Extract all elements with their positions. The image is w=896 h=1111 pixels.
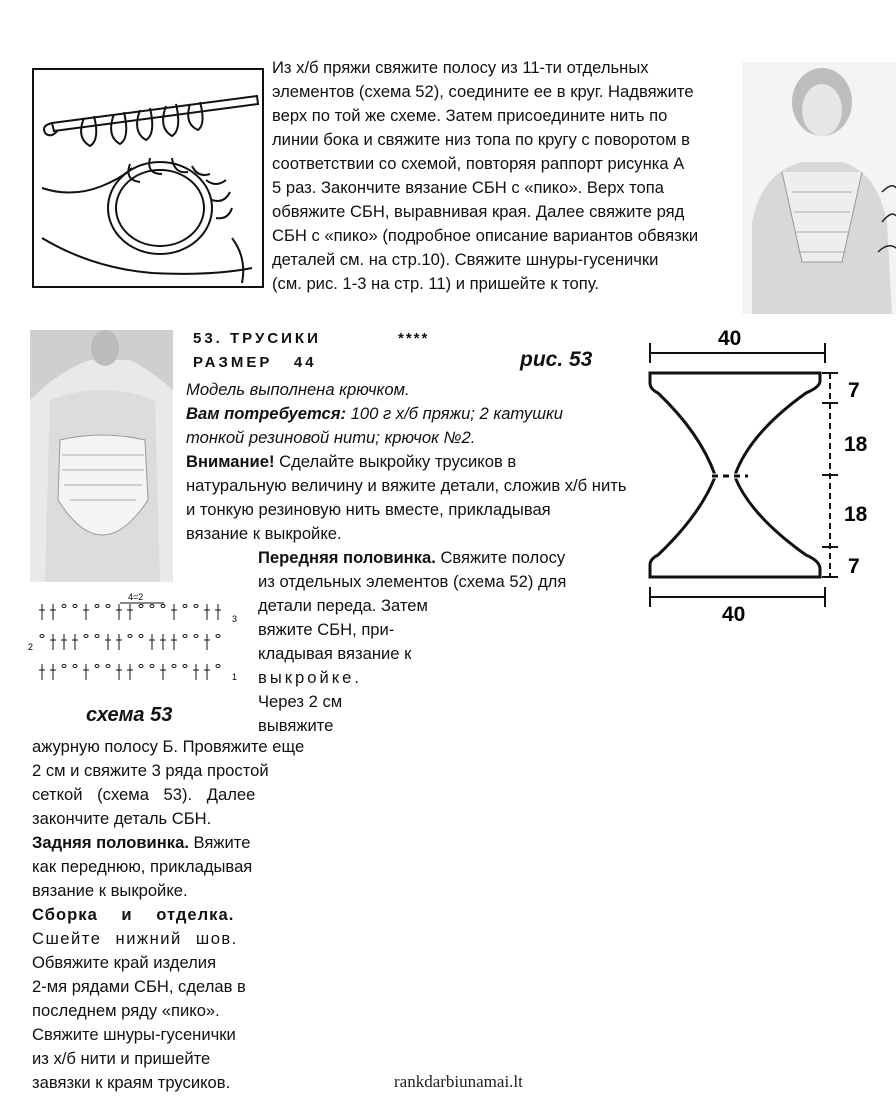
- pattern-diagram: [640, 325, 890, 625]
- front-line: вяжите СБН, при-: [258, 620, 395, 639]
- schema-chain-symbol: [150, 605, 154, 608]
- intro-line: соответствии со схемой, повторяя раппорт рисунка А: [272, 154, 685, 173]
- front-line: из отдельных элементов (схема 52) для: [258, 572, 567, 591]
- front-line: Свяжите полосу: [435, 548, 566, 567]
- intro-paragraph: [272, 56, 732, 296]
- front-half-paragraph: [258, 546, 638, 738]
- schema-chain-symbol: [40, 635, 44, 638]
- height-value: 18: [844, 503, 868, 526]
- schema-chain-symbol: [73, 605, 77, 608]
- panties-model-figure: [30, 330, 173, 582]
- height-value: 7: [848, 379, 860, 402]
- back-line: вязание к выкройке.: [32, 881, 188, 900]
- pattern-shape: [640, 325, 890, 625]
- front-cont-line: сеткой (схема 53). Далее: [32, 785, 256, 804]
- schema-chain-symbol: [95, 665, 99, 668]
- schema-chain-symbol: [216, 635, 220, 638]
- back-line: Вяжите: [188, 833, 251, 852]
- schema-chain-symbol: [128, 635, 132, 638]
- front-cont-line: 2 см и свяжите 3 ряда простой: [32, 761, 269, 780]
- front-line: Через 2 см: [258, 692, 343, 711]
- section-body: [186, 378, 656, 546]
- section-title: 53. ТРУСИКИ: [193, 330, 321, 347]
- top-model-photo: [742, 62, 896, 314]
- materials-line: 100 г х/б пряжи; 2 катушки: [346, 404, 564, 423]
- attention-line: и тонкую резиновую нить вместе, прикладывая: [186, 500, 551, 519]
- schema-row-number: 3: [232, 614, 238, 624]
- site-credit: rankdarbiunamai.lt: [394, 1072, 523, 1091]
- intro-line: СБН с «пико» (подробное описание вариантов обвязки: [272, 226, 699, 245]
- attention-label: Внимание!: [186, 452, 275, 471]
- intro-line: верх по той же схеме. Затем присоедините нить по: [272, 106, 668, 125]
- model-note: Модель выполнена крючком.: [186, 380, 410, 399]
- intro-line: линии бока и свяжите низ топа по кругу с поворотом в: [272, 130, 690, 149]
- hook-loop-drawing: [32, 68, 264, 288]
- front-line: кладывая вязание к: [258, 644, 412, 663]
- assembly-line: Обвяжите край изделия: [32, 953, 217, 972]
- schema-chain-symbol: [216, 665, 220, 668]
- front-line: вывяжите: [258, 716, 334, 735]
- front-cont-line: ажурную полосу Б. Провяжите еще: [32, 737, 305, 756]
- intro-line: деталей см. на стр.10). Свяжите шнуры-гусенички: [272, 250, 659, 269]
- front-line: детали переда. Затем: [258, 596, 428, 615]
- materials-label: Вам потребуется:: [186, 404, 347, 423]
- schema-53: [24, 590, 250, 702]
- height-value: 7: [848, 555, 860, 578]
- intro-line: Из х/б пряжи свяжите полосу из 11-ти отдельных: [272, 58, 649, 77]
- schema-chain-symbol: [194, 635, 198, 638]
- schema-symbols: [39, 604, 221, 680]
- assembly-line: завязки к краям трусиков.: [32, 1073, 231, 1092]
- assembly-line: Свяжите шнуры-гусенички: [32, 1025, 236, 1044]
- schema-chain-symbol: [106, 605, 110, 608]
- intro-line: (см. рис. 1-3 на стр. 11) и пришейте к топу.: [272, 274, 599, 293]
- bottom-width-value: 40: [722, 603, 746, 625]
- schema-chain-symbol: [172, 665, 176, 668]
- schema-chain-symbol: [62, 605, 66, 608]
- figure-label: рис. 53: [520, 348, 593, 371]
- attention-line: вязание к выкройке.: [186, 524, 342, 543]
- schema-chain-symbol: [106, 665, 110, 668]
- schema-chain-symbol: [183, 635, 187, 638]
- front-line: выкройке.: [258, 668, 363, 687]
- schema-chain-symbol: [139, 635, 143, 638]
- schema-chain-symbol: [62, 665, 66, 668]
- schema-chain-symbol: [150, 665, 154, 668]
- assembly-line: из х/б нити и пришейте: [32, 1049, 211, 1068]
- top-width-value: 40: [718, 327, 742, 350]
- front-label: Передняя половинка.: [258, 548, 436, 567]
- schema-repeat-label: 4=2: [128, 592, 144, 602]
- assembly-label: Сборка и отделка.: [32, 905, 235, 924]
- schema-53-chart: [24, 590, 250, 702]
- schema-row-number: 1: [232, 672, 238, 682]
- schema-chain-symbol: [73, 665, 77, 668]
- schema-chain-symbol: [194, 605, 198, 608]
- schema-chain-symbol: [183, 665, 187, 668]
- schema-label: схема 53: [86, 704, 173, 726]
- assembly-line: 2-мя рядами СБН, сделав в: [32, 977, 246, 996]
- schema-chain-symbol: [139, 665, 143, 668]
- intro-line: обвяжите СБН, выравнивая края. Далее свяжите ряд: [272, 202, 685, 221]
- schema-chain-symbol: [183, 605, 187, 608]
- schema-chain-symbol: [161, 605, 165, 608]
- materials-line: тонкой резиновой нити; крючок №2.: [186, 428, 476, 447]
- front-half-continued: [32, 735, 332, 1095]
- front-cont-line: закончите деталь СБН.: [32, 809, 212, 828]
- back-line: как переднюю, прикладывая: [32, 857, 253, 876]
- attention-line: натуральную величину и вяжите детали, сложив х/б нить: [186, 476, 627, 495]
- top-model-figure: [742, 62, 896, 314]
- intro-line: элементов (схема 52), соедините ее в круг. Надвяжите: [272, 82, 694, 101]
- pattern-bottom-piece: [650, 477, 820, 577]
- schema-row-number: 2: [28, 642, 34, 652]
- attention-line: Сделайте выкройку трусиков в: [274, 452, 517, 471]
- schema-chain-symbol: [84, 635, 88, 638]
- schema-chain-symbol: [95, 605, 99, 608]
- back-label: Задняя половинка.: [32, 833, 189, 852]
- hook-illustration: [32, 68, 264, 288]
- schema-chain-symbol: [139, 605, 143, 608]
- size-label: РАЗМЕР 44: [193, 354, 317, 371]
- difficulty-stars: ****: [398, 330, 430, 347]
- panties-model-photo: [30, 330, 173, 582]
- height-value: 18: [844, 433, 868, 456]
- pattern-top-piece: [650, 373, 820, 475]
- assembly-line: последнем ряду «пико».: [32, 1001, 220, 1020]
- intro-line: 5 раз. Закончите вязание СБН с «пико». Верх топа: [272, 178, 665, 197]
- assembly-line: Сшейте нижний шов.: [32, 929, 238, 948]
- schema-chain-symbol: [95, 635, 99, 638]
